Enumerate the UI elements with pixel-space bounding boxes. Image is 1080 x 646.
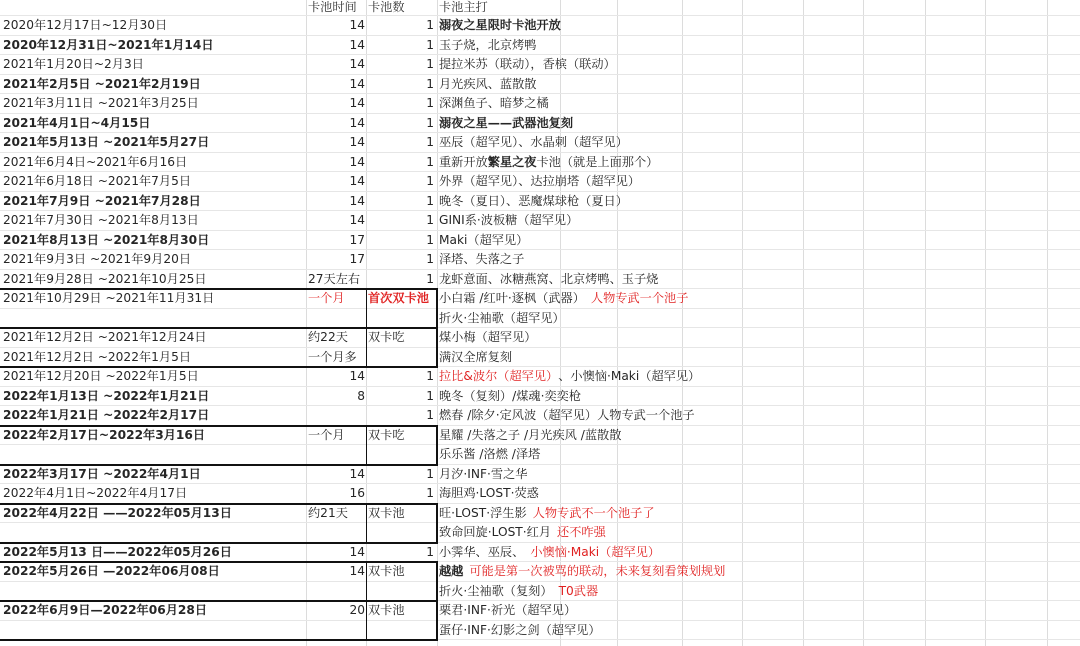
block-border-line <box>0 464 437 466</box>
cell-pool-count[interactable] <box>368 348 436 367</box>
block-border-line <box>0 600 437 602</box>
cell-featured[interactable] <box>439 406 1079 425</box>
block-border-line <box>366 600 367 639</box>
block-border-line <box>436 503 438 544</box>
cell-duration[interactable]: 14 <box>349 76 365 91</box>
block-border-line <box>0 327 437 329</box>
cell-duration[interactable]: 17 <box>349 252 365 267</box>
featured-text-segment: 、小懊恼·Maki（超罕见） <box>558 369 701 384</box>
featured-text-segment: 乐乐酱 /洛燃 /泽塔 <box>439 447 541 462</box>
cell-pool-count[interactable]: 1 <box>426 213 434 228</box>
cell-pool-count[interactable] <box>368 621 436 640</box>
cell-pool-count[interactable]: 1 <box>426 408 434 423</box>
cell-pool-count[interactable]: 1 <box>426 135 434 150</box>
cell-date[interactable] <box>3 523 305 542</box>
cell-pool-count[interactable] <box>368 309 436 328</box>
cell-date[interactable]: 2021年7月9日 ~2021年7月28日 <box>3 193 201 208</box>
cell-duration[interactable]: 约21天 <box>308 505 348 520</box>
cell-duration[interactable] <box>308 621 365 640</box>
featured-text-segment: 龙虾意面、冰糖燕窝、北京烤鸭、玉子烧 <box>439 271 659 286</box>
cell-pool-count[interactable]: 双卡吃 <box>368 330 405 345</box>
cell-pool-count[interactable] <box>368 582 436 601</box>
cell-pool-count[interactable]: 1 <box>426 96 434 111</box>
cell-date[interactable]: 2022年6月9日—2022年06月28日 <box>3 603 208 618</box>
block-border-line <box>436 288 438 329</box>
cell-date[interactable]: 2020年12月31日~2021年1月14日 <box>3 37 214 52</box>
cell-duration[interactable]: 14 <box>349 154 365 169</box>
cell-date[interactable] <box>3 445 305 464</box>
cell-pool-count[interactable]: 1 <box>426 486 434 501</box>
featured-text-segment: 栗君·INF·祈光（超罕见） <box>439 603 577 618</box>
block-border-line <box>366 327 367 366</box>
cell-featured[interactable] <box>439 192 1079 211</box>
cell-date[interactable]: 2021年4月1日~4月15日 <box>3 115 151 130</box>
featured-text-segment: 越越 <box>439 564 464 579</box>
cell-duration[interactable]: 17 <box>349 232 365 247</box>
cell-featured[interactable] <box>439 445 1079 464</box>
featured-text-segment: 晚冬（夏日）、恶魔煤球枪（夏日） <box>439 193 628 208</box>
cell-duration[interactable]: 一个月多 <box>308 349 357 364</box>
featured-text-segment: 月汐·INF·雪之华 <box>439 466 528 481</box>
cell-date[interactable] <box>3 621 305 640</box>
cell-date[interactable]: 2021年8月13日 ~2021年8月30日 <box>3 232 210 247</box>
featured-text-segment: 晚冬（复刻）/煤魂·奕奕枪 <box>439 388 582 403</box>
featured-text-segment: 泽塔、失落之子 <box>439 252 525 267</box>
cell-duration[interactable] <box>308 582 365 601</box>
cell-featured[interactable] <box>439 348 1079 367</box>
cell-duration[interactable]: 14 <box>349 18 365 33</box>
block-border-line <box>0 639 437 641</box>
block-border-line <box>366 503 367 542</box>
header-duration[interactable]: 卡池时间 <box>308 0 357 15</box>
cell-date[interactable]: 2021年9月3日 ~2021年9月20日 <box>3 252 192 267</box>
cell-duration[interactable]: 14 <box>349 174 365 189</box>
cell-featured[interactable] <box>439 55 1079 74</box>
cell-featured[interactable] <box>439 367 1079 386</box>
cell-pool-count[interactable]: 双卡池 <box>368 603 405 618</box>
cell-featured[interactable] <box>439 601 1079 620</box>
header-featured[interactable]: 卡池主打 <box>439 0 488 15</box>
featured-text-segment: 人物专武一个池子 <box>590 291 689 306</box>
block-border-line <box>366 425 367 464</box>
block-border-line <box>0 366 437 368</box>
block-border-line <box>436 561 438 602</box>
cell-pool-count[interactable]: 1 <box>426 193 434 208</box>
cell-featured[interactable] <box>439 250 1079 269</box>
cell-featured[interactable] <box>439 153 1079 172</box>
cell-duration[interactable]: 14 <box>349 213 365 228</box>
cell-date[interactable]: 2020年12月17日~12月30日 <box>3 18 168 33</box>
cell-date[interactable]: 2021年2月5日 ~2021年2月19日 <box>3 76 201 91</box>
featured-text-segment: 巫辰（超罕见）、水晶刺（超罕见） <box>439 135 628 150</box>
cell-featured[interactable] <box>439 211 1079 230</box>
cell-pool-count[interactable]: 1 <box>426 388 434 403</box>
cell-pool-count[interactable]: 1 <box>426 466 434 481</box>
cell-featured[interactable] <box>439 387 1079 406</box>
featured-text-segment: 外界（超罕见）、达拉崩塔（超罕见） <box>439 174 641 189</box>
cell-pool-count[interactable]: 1 <box>426 115 434 130</box>
cell-featured[interactable] <box>439 543 1079 562</box>
featured-text-segment: T0武器 <box>558 583 599 598</box>
block-border-line <box>0 542 437 544</box>
cell-featured[interactable] <box>439 328 1079 347</box>
cell-duration[interactable]: 14 <box>349 96 365 111</box>
featured-text-segment: 满汉全席复刻 <box>439 349 513 364</box>
cell-featured[interactable] <box>439 16 1079 35</box>
featured-text-segment: 卡池（就是上面那个） <box>536 154 659 169</box>
cell-date[interactable]: 2022年4月1日~2022年4月17日 <box>3 486 188 501</box>
block-border-line <box>436 327 438 368</box>
cell-pool-count[interactable] <box>368 523 436 542</box>
featured-text-segment: 深渊鱼子、暗梦之橘 <box>439 96 549 111</box>
cell-date[interactable]: 2021年5月13日 ~2021年5月27日 <box>3 135 210 150</box>
cell-date[interactable]: 2022年3月17日 ~2022年4月1日 <box>3 466 201 481</box>
featured-text-segment: 重新开放 <box>439 154 488 169</box>
cell-date[interactable]: 2022年5月26日 —2022年06月08日 <box>3 564 220 579</box>
featured-text-segment: 折火·尘袖歌（超罕见） <box>439 310 565 325</box>
featured-text-segment: 人物专武不一个池子了 <box>532 505 655 520</box>
cell-duration[interactable]: 14 <box>349 57 365 72</box>
cell-date[interactable]: 2022年5月13 日——2022年05月26日 <box>3 544 232 559</box>
cell-pool-count[interactable]: 双卡池 <box>368 564 405 579</box>
cell-pool-count[interactable]: 双卡吃 <box>368 427 405 442</box>
cell-featured[interactable] <box>439 621 1079 640</box>
featured-text-segment: 蛋仔·INF·幻影之剑（超罕见） <box>439 622 601 637</box>
block-border-line <box>0 503 437 505</box>
cell-featured[interactable] <box>439 465 1079 484</box>
cell-pool-count[interactable]: 1 <box>426 252 434 267</box>
featured-text-segment: 提拉米苏（联动），香槟（联动） <box>439 57 616 72</box>
cell-duration[interactable]: 27天左右 <box>308 271 361 286</box>
cell-featured[interactable] <box>439 426 1079 445</box>
cell-date[interactable]: 2021年7月30日 ~2021年8月13日 <box>3 213 199 228</box>
cell-date[interactable]: 2022年1月13日 ~2022年1月21日 <box>3 388 210 403</box>
cell-duration[interactable]: 14 <box>349 193 365 208</box>
cell-duration[interactable]: 14 <box>349 466 365 481</box>
cell-date[interactable] <box>3 582 305 601</box>
featured-text-segment: 溺夜之星——武器池复刻 <box>439 115 574 130</box>
cell-duration[interactable] <box>308 309 365 328</box>
cell-featured[interactable] <box>439 562 1079 581</box>
cell-pool-count[interactable]: 1 <box>426 544 434 559</box>
featured-text-segment: 小白霜 /红叶·逐枫（武器） <box>439 291 585 306</box>
featured-text-segment: 月光疾风、蓝散散 <box>439 76 537 91</box>
cell-featured[interactable] <box>439 172 1079 191</box>
cell-pool-count[interactable]: 1 <box>426 37 434 52</box>
cell-featured[interactable] <box>439 504 1079 523</box>
block-border-line <box>0 288 437 290</box>
featured-text-segment: 星耀 /失落之子 /月光疾风 /蓝散散 <box>439 427 622 442</box>
cell-pool-count[interactable]: 1 <box>426 76 434 91</box>
block-border-line <box>436 600 438 641</box>
cell-duration[interactable]: 14 <box>349 369 365 384</box>
cell-featured[interactable] <box>439 114 1079 133</box>
cell-featured[interactable] <box>439 36 1079 55</box>
cell-pool-count[interactable]: 1 <box>426 18 434 33</box>
cell-pool-count[interactable]: 首次双卡池 <box>368 291 429 306</box>
cell-pool-count[interactable]: 1 <box>426 57 434 72</box>
featured-text-segment: 拉比&波尔（超罕见） <box>439 369 559 384</box>
featured-text-segment: 玉子烧，北京烤鸭 <box>439 37 537 52</box>
featured-text-segment: 繁星之夜 <box>487 154 537 169</box>
cell-pool-count[interactable]: 双卡池 <box>368 505 405 520</box>
cell-pool-count[interactable]: 1 <box>426 271 434 286</box>
cell-duration[interactable] <box>308 523 365 542</box>
cell-date[interactable]: 2022年2月17日~2022年3月16日 <box>3 427 206 442</box>
featured-text-segment: 小霁华、巫辰、 <box>439 544 525 559</box>
featured-text-segment: 致命回旋·LOST·红月 <box>439 525 552 540</box>
featured-text-segment: Maki（超罕见） <box>439 232 529 247</box>
cell-duration[interactable]: 14 <box>349 115 365 130</box>
block-border-line <box>366 288 367 327</box>
cell-date[interactable]: 2021年3月11日 ~2021年3月25日 <box>3 96 199 111</box>
cell-date[interactable] <box>3 309 305 328</box>
block-border-line <box>0 561 437 563</box>
block-border-line <box>436 425 438 466</box>
featured-text-segment: 煤小梅（超罕见） <box>439 330 537 345</box>
cell-date[interactable]: 2021年6月4日~2021年6月16日 <box>3 154 188 169</box>
cell-duration[interactable] <box>308 406 365 425</box>
cell-featured[interactable] <box>439 309 1079 328</box>
column-gridline <box>306 0 307 646</box>
featured-text-segment: 还不咋强 <box>557 525 606 540</box>
featured-text-segment: 旺·LOST·浮生影 <box>439 505 527 520</box>
cell-pool-count[interactable]: 1 <box>426 174 434 189</box>
cell-date[interactable]: 2021年12月20日 ~2022年1月5日 <box>3 369 199 384</box>
cell-duration[interactable]: 约22天 <box>308 330 348 345</box>
cell-duration[interactable]: 一个月 <box>308 427 345 442</box>
cell-date[interactable]: 2022年1月21日 ~2022年2月17日 <box>3 408 210 423</box>
featured-text-segment: 折火·尘袖歌（复刻） <box>439 583 553 598</box>
cell-featured[interactable] <box>439 94 1079 113</box>
header-pool-count[interactable]: 卡池数 <box>368 0 405 15</box>
cell-pool-count[interactable]: 1 <box>426 232 434 247</box>
block-border-line <box>366 561 367 600</box>
cell-duration[interactable]: 16 <box>349 486 365 501</box>
cell-pool-count[interactable] <box>368 445 436 464</box>
cell-pool-count[interactable]: 1 <box>426 154 434 169</box>
cell-date[interactable]: 2021年6月18日 ~2021年7月5日 <box>3 174 192 189</box>
featured-text-segment: 海胆鸡·LOST·荧惑 <box>439 486 539 501</box>
cell-duration[interactable]: 8 <box>357 388 365 403</box>
cell-featured[interactable] <box>439 231 1079 250</box>
cell-featured[interactable] <box>439 75 1079 94</box>
cell-featured[interactable] <box>439 133 1079 152</box>
featured-text-segment: 燃春 /除夕·定风波（超罕见）人物专武一个池子 <box>439 408 695 423</box>
cell-date[interactable]: 2022年4月22日 ——2022年05月13日 <box>3 505 232 520</box>
cell-duration[interactable]: 14 <box>349 544 365 559</box>
featured-text-segment: 溺夜之星限时卡池开放 <box>439 18 561 33</box>
block-border-line <box>0 425 437 427</box>
cell-duration[interactable]: 20 <box>349 603 365 618</box>
cell-date[interactable]: 2021年12月2日 ~2021年12月24日 <box>3 330 207 345</box>
featured-text-segment: 可能是第一次被骂的联动，未来复刻看策划规划 <box>469 564 726 579</box>
cell-featured[interactable] <box>439 270 1079 289</box>
cell-duration[interactable]: 一个月 <box>308 291 345 306</box>
cell-featured[interactable] <box>439 582 1079 601</box>
cell-date[interactable]: 2021年9月28日 ~2021年10月25日 <box>3 271 207 286</box>
cell-featured[interactable] <box>439 289 1079 308</box>
cell-date[interactable]: 2021年10月29日 ~2021年11月31日 <box>3 291 215 306</box>
cell-duration[interactable]: 14 <box>349 564 365 579</box>
cell-featured[interactable] <box>439 484 1079 503</box>
cell-duration[interactable] <box>308 445 365 464</box>
cell-pool-count[interactable]: 1 <box>426 369 434 384</box>
cell-date[interactable]: 2021年1月20日~2月3日 <box>3 57 144 72</box>
cell-featured[interactable] <box>439 523 1079 542</box>
featured-text-segment: GINI系·波板糖（超罕见） <box>439 213 579 228</box>
cell-duration[interactable]: 14 <box>349 135 365 150</box>
cell-date[interactable]: 2021年12月2日 ~2022年1月5日 <box>3 349 192 364</box>
featured-text-segment: 小懊恼·Maki（超罕见） <box>530 544 661 559</box>
cell-duration[interactable]: 14 <box>349 37 365 52</box>
